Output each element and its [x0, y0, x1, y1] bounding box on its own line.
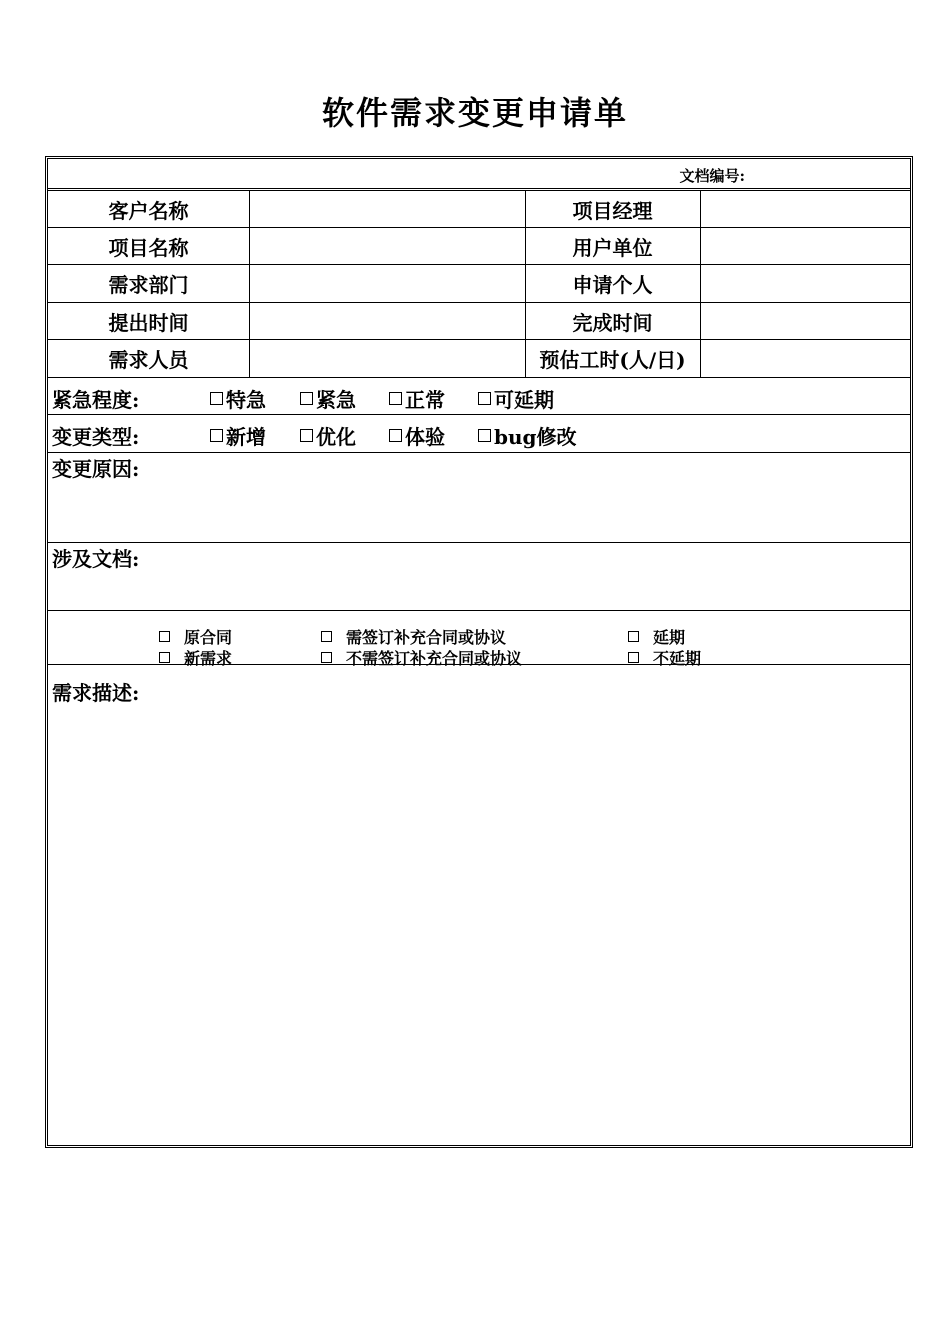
urgency-option-critical[interactable]: 特急	[210, 384, 266, 413]
checkbox-icon	[210, 392, 223, 405]
doc-number-label: 文档编号:	[679, 167, 745, 185]
contract-option-new-requirement[interactable]: 新需求	[159, 646, 232, 669]
related-docs-label: 涉及文档:	[52, 547, 140, 571]
checkbox-icon	[478, 429, 491, 442]
contract-option-no-extend[interactable]: 不延期	[628, 646, 701, 669]
contract-option-no-supplement[interactable]: 不需签订补充合同或协议	[321, 646, 522, 669]
label-requester: 需求人员	[108, 348, 189, 372]
divider	[48, 542, 910, 543]
label-project-name: 项目名称	[108, 235, 189, 260]
change-reason-label: 变更原因:	[52, 457, 140, 481]
checkbox-icon	[300, 429, 313, 442]
contract-option-need-supplement[interactable]: 需签订补充合同或协议	[321, 625, 506, 648]
page-title: 软件需求变更申请单	[321, 94, 628, 132]
label-applicant: 申请个人	[572, 273, 653, 297]
divider	[48, 664, 910, 665]
contract-option-extend[interactable]: 延期	[628, 625, 685, 648]
change-type-option-optimize[interactable]: 优化	[300, 421, 356, 450]
checkbox-icon	[210, 429, 223, 442]
checkbox-icon	[389, 429, 402, 442]
submit-time-field[interactable]	[250, 303, 525, 339]
urgency-option-normal[interactable]: 正常	[389, 384, 445, 413]
change-reason-field[interactable]	[48, 479, 910, 541]
checkbox-icon	[389, 392, 402, 405]
label-finish-time: 完成时间	[572, 310, 653, 335]
requirement-desc-field[interactable]	[48, 707, 910, 1137]
label-submit-time: 提出时间	[108, 310, 189, 335]
label-estimated-hours: 预估工时(人/日)	[539, 348, 686, 372]
urgency-option-urgent[interactable]: 紧急	[300, 384, 356, 413]
change-type-option-experience[interactable]: 体验	[389, 421, 445, 450]
label-request-dept: 需求部门	[108, 273, 189, 297]
user-unit-field[interactable]	[701, 228, 911, 264]
estimated-hours-field[interactable]	[701, 340, 911, 377]
urgency-option-deferrable[interactable]: 可延期	[478, 384, 554, 413]
checkbox-icon	[321, 652, 332, 663]
checkbox-icon	[159, 631, 170, 642]
request-form	[45, 156, 913, 1148]
applicant-field[interactable]	[701, 265, 911, 302]
checkbox-icon	[628, 631, 639, 642]
divider	[48, 377, 910, 378]
related-docs-field[interactable]	[48, 569, 910, 609]
urgency-label: 紧急程度:	[52, 388, 140, 412]
label-customer-name: 客户名称	[108, 198, 189, 223]
request-dept-field[interactable]	[250, 265, 525, 302]
project-manager-field[interactable]	[701, 191, 911, 227]
requester-field[interactable]	[250, 340, 525, 377]
divider	[48, 452, 910, 453]
checkbox-icon	[300, 392, 313, 405]
divider	[48, 414, 910, 415]
change-type-option-new[interactable]: 新增	[210, 421, 266, 450]
change-type-option-bugfix[interactable]: bug修改	[478, 421, 577, 450]
checkbox-icon	[159, 652, 170, 663]
label-user-unit: 用户单位	[572, 235, 653, 260]
checkbox-icon	[628, 652, 639, 663]
finish-time-field[interactable]	[701, 303, 911, 339]
label-project-manager: 项目经理	[572, 198, 653, 223]
change-type-label: 变更类型:	[52, 425, 140, 449]
divider	[48, 610, 910, 611]
checkbox-icon	[478, 392, 491, 405]
requirement-desc-label: 需求描述:	[52, 681, 140, 705]
project-name-field[interactable]	[250, 228, 525, 264]
contract-option-original[interactable]: 原合同	[159, 625, 232, 648]
checkbox-icon	[321, 631, 332, 642]
customer-name-field[interactable]	[250, 191, 525, 227]
